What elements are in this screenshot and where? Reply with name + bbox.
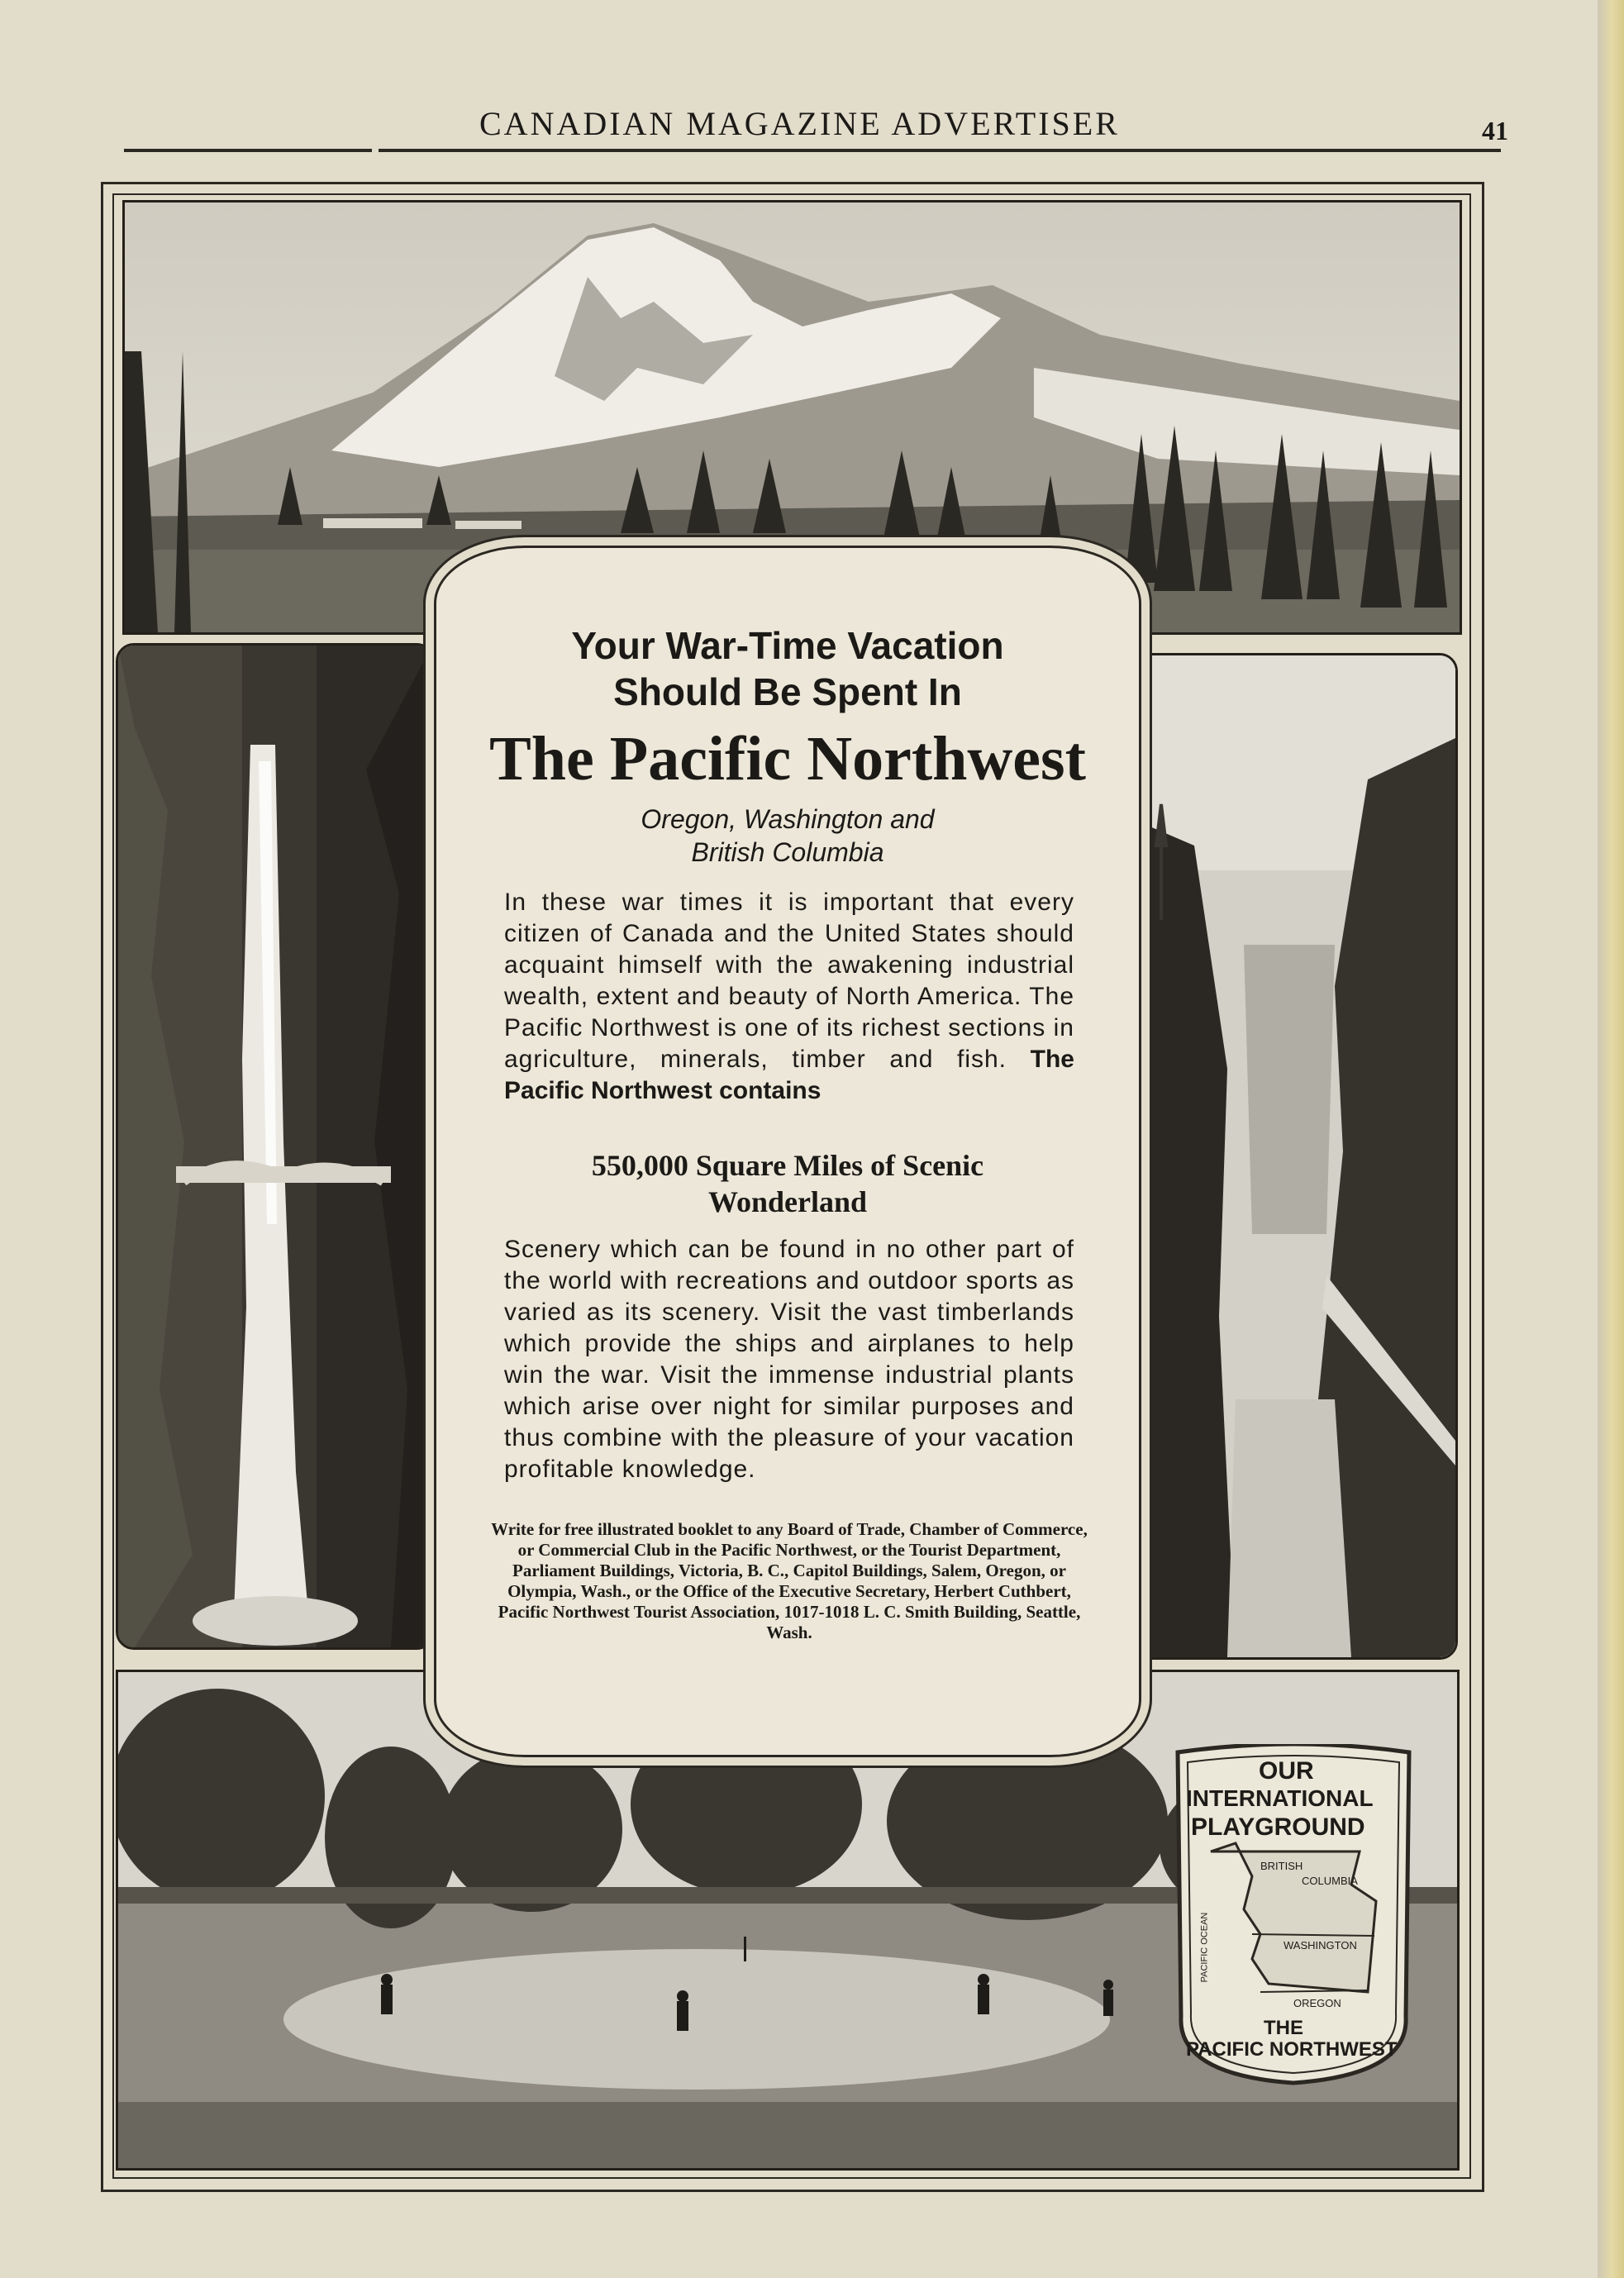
badge-top-line-2: INTERNATIONAL xyxy=(1186,1785,1374,1811)
badge-bottom-line-1: THE xyxy=(1264,2017,1303,2039)
subtitle-line-2: British Columbia xyxy=(691,837,884,867)
subtitle-line-1: Oregon, Washington and xyxy=(641,804,935,834)
badge-top-line-3: PLAYGROUND xyxy=(1191,1813,1365,1841)
scenery-paragraph: Scenery which can be found in no other part of the world with recreations and outdoor sports as varied as its scenery. Visit the vast timberlands which provide the ships and airplanes to help win the war. Visit the immense industrial plants which arise over night for similar purposes and thus combine with the pleasure of your vacation profitable knowledge. xyxy=(504,1236,1074,1483)
map-badge xyxy=(1161,1744,1426,2091)
header-rule-left xyxy=(124,149,372,152)
page-edge xyxy=(1598,0,1624,2278)
map-label-oregon: OREGON xyxy=(1293,1997,1341,2009)
badge-top-line-1: OUR xyxy=(1259,1757,1314,1785)
map-label-columbia: COLUMBIA xyxy=(1302,1875,1358,1887)
page-number: 41 xyxy=(1482,116,1508,145)
canyon-photo xyxy=(1134,653,1458,1660)
intro-text: In these war times it is important that every citizen of Canada and the United States should acquaint himself with the awakening industrial wealth, extent and beauty of North America. The Pacific Northwest is one of its richest sections in agriculture, minerals, timber and fish. xyxy=(504,889,1074,1073)
intro-paragraph xyxy=(504,887,1074,1107)
magazine-title: CANADIAN MAGAZINE ADVERTISER xyxy=(479,105,1120,142)
map-label-pacific-ocean: PACIFIC OCEAN xyxy=(1199,1912,1210,1983)
brand-title: The Pacific Northwest xyxy=(489,724,1086,793)
ad-text-panel xyxy=(434,546,1141,1757)
header-rule-right xyxy=(379,149,1501,152)
intro-bold-text: The Pacific Northwest contains xyxy=(504,1046,1074,1104)
headline-line-1: Your War-Time Vacation xyxy=(571,624,1004,667)
waterfall-photo xyxy=(116,643,435,1650)
subhead-line-1: 550,000 Square Miles of Scenic xyxy=(591,1149,984,1182)
headline-line-2: Should Be Spent In xyxy=(613,670,962,713)
badge-bottom-line-2: PACIFIC NORTHWEST xyxy=(1186,2038,1398,2061)
booklet-footnote: Write for free illustrated booklet to any Board of Trade, Chamber of Commerce, or Commercial Club in the Pacific Northwest, or the Tourist Department, Parliament Buildings, Victoria, B. C., Capitol Buildings, Salem, Oregon, or Olympia, Wash., or the Office of the Executive Secretary, Herbert Cuthbert, Pacific Northwest Tourist Association, 1017-1018 L. C. Smith Building, Seattle, Wash. xyxy=(491,1519,1088,1642)
map-label-british: BRITISH xyxy=(1260,1860,1303,1872)
map-label-washington: WASHINGTON xyxy=(1283,1939,1357,1952)
page-header xyxy=(124,98,1508,147)
subhead-line-2: Wonderland xyxy=(707,1185,868,1218)
